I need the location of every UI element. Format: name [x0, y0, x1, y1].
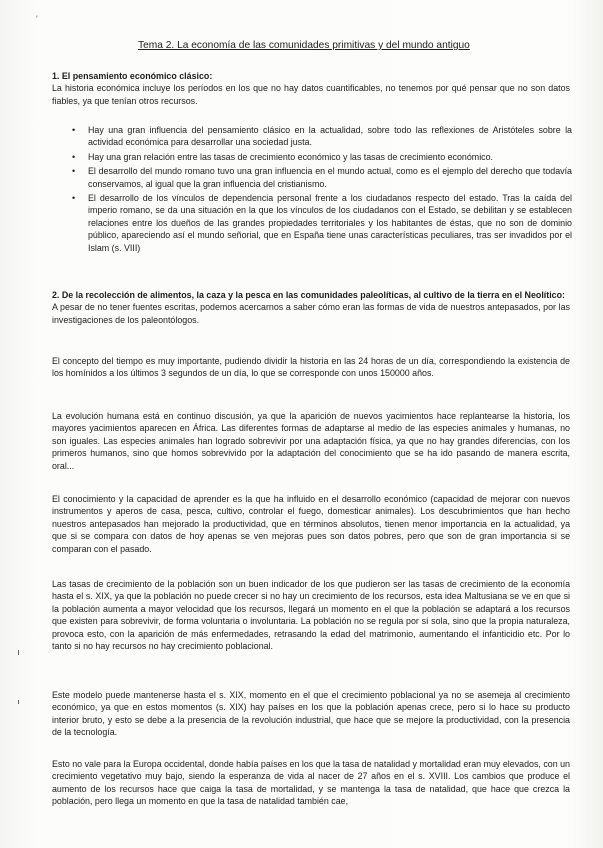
section-1-intro-block — [52, 70, 570, 107]
section-2-heading-block — [52, 289, 570, 326]
paragraph-block — [52, 493, 570, 555]
paragraph: El conocimiento y la capacidad de aprender es la que ha influido en el desarrollo económico (capacidad de mejorar con nuevos instrumentos y aperos de casa, pesca, cultivo, controlar el fuego, domesticar animales). Los descubrimientos que han hecho nuestros antepasados han mejorado la productividad, que en términos absolutos, tienen menor importancia en la actualidad, ya que si se compara con datos de hoy apenas se ven mejoras pues son datos pobres, pero que son de gran importancia si se comparan con el pasado. — [52, 494, 570, 554]
section-1-bullet-list — [72, 124, 572, 256]
bullet-icon: • — [72, 166, 76, 177]
scan-mark: ' — [36, 14, 38, 24]
list-item: • Hay una gran influencia del pensamiento clásico en la actualidad, sobre todo las reflexiones de Aristóteles sobre la actividad económica para desarrollar una sociedad justa. — [72, 125, 572, 148]
paragraph: La evolución humana está en continuo discusión, ya que la aparición de nuevos yacimientos hace replantearse la historia, los mayores yacimientos aparecen en África. Las diferentes formas de adaptarse al medio de las especies animales y humanas, no son iguales. Las especies animales han logrado sobrevivir por una adaptación física, ya que no hay grandes diferencias, con los primeros humanos, sino que homos sobrevivido por la adaptación del conocimiento que se ha ido pasando de manera escrita, oral... — [52, 411, 570, 471]
section-2-heading: 2. De la recolección de alimentos, la caza y la pesca en las comunidades paleolíticas, al cultivo de la tierra en el Neolítico: — [52, 290, 565, 300]
bullet-icon: • — [72, 125, 76, 135]
list-item: • El desarrollo de los vínculos de dependencia personal frente a los ciudadanos respecto del estado. Tras la caída del imperio romano, se da una situación en la que los vínculos de los ciudadanos con el Estado, se debilitan y se establecen relaciones entre los dueños de las grandes propiedades territoriales y los habitantes de éstas, que no son de dominio público, apareciendo así el mundo señorial, que en España tiene unas características peculiares, tras ser invadidos por el Islam (s. VIII) — [72, 193, 572, 253]
scan-mark — [18, 650, 19, 655]
list-item: • El desarrollo del mundo romano tuvo una gran influencia en el mundo actual, como es el ejemplo del derecho que todavía conservamos, al igual que la gran influencia del cristianismo. — [72, 166, 572, 189]
paragraph-block — [52, 578, 570, 652]
paragraph-block — [52, 355, 570, 380]
scan-mark — [18, 700, 19, 704]
section-1-intro: La historia económica incluye los períodos en los que no hay datos cuantificables, no tenemos por qué pensar que no son datos fiables, ya que tenían otros recursos. — [52, 83, 570, 106]
section-1-heading: 1. El pensamiento económico clásico: — [52, 71, 213, 81]
paragraph: Este modelo puede mantenerse hasta el s. XIX, momento en el que el crecimiento poblacional ya no se asemeja al crecimiento económico, ya que en estos momentos (s. XIX) hay países en los que la población apenas crece, pero si lo hace su producto interior bruto, y esto se debe a la presencia de la revolución industrial, que hace que se mejore la productividad, con la presencia de la tecnología. — [52, 690, 570, 738]
paragraph: Las tasas de crecimiento de la población son un buen indicador de los que pudieron ser las tasas de crecimiento de la economía hasta el s. XIX, ya que la población no puede crecer si no hay un crecimiento de los recursos, esta idea Maltusiana se ve en que si la población aumenta a mayor velocidad que los recursos, llegará un momento en el que la población se adaptará a los recursos que existen para sobrevivir, de forma voluntaria o involuntaria. La población no se regula por sí sola, sino que la propia naturaleza, provoca esto, con la aparición de más enfermedades, retrasando la edad del matrimonio, aumentando el infanticidio etc. Por lo tanto si no hay recursos no hay crecimiento poblacional. — [52, 579, 570, 652]
bullet-icon: • — [72, 193, 76, 204]
paragraph-block — [52, 689, 570, 739]
paragraph-block — [52, 410, 570, 472]
list-item: • Hay una gran relación entre las tasas de crecimiento económico y las tasas de crecimiento económico. — [72, 151, 493, 162]
paragraph: A pesar de no tener fuentes escritas, podemos acercarnos a saber cómo eran las formas de vida de nuestros antepasados, por las investigaciones de los paleontólogos. — [52, 302, 570, 325]
bullet-icon: • — [72, 151, 76, 162]
paragraph: El concepto del tiempo es muy importante, pudiendo dividir la historia en las 24 horas de un día, correspondiendo la existencia de los homínidos a los últimos 3 segundos de un día, lo que se corresponde con unos 150000 años. — [52, 356, 570, 379]
paragraph: Esto no vale para la Europa occidental, donde había países en los que la tasa de natalidad y mortalidad eran muy elevados, con un crecimiento vegetativo muy bajo, siendo la esperanza de vida al nacer de 27 años en el s. XVIII. Los cambios que produce el aumento de los recursos hace que caiga la tasa de mortalidad, y se mantenga la tasa de natalidad, que hace que crezca la población, pero llega un momento en que la tasa de natalidad también cae, — [52, 759, 570, 807]
document-title: Tema 2. La economía de las comunidades primitivas y del mundo antiguo — [138, 40, 470, 51]
paragraph-block — [52, 758, 570, 808]
